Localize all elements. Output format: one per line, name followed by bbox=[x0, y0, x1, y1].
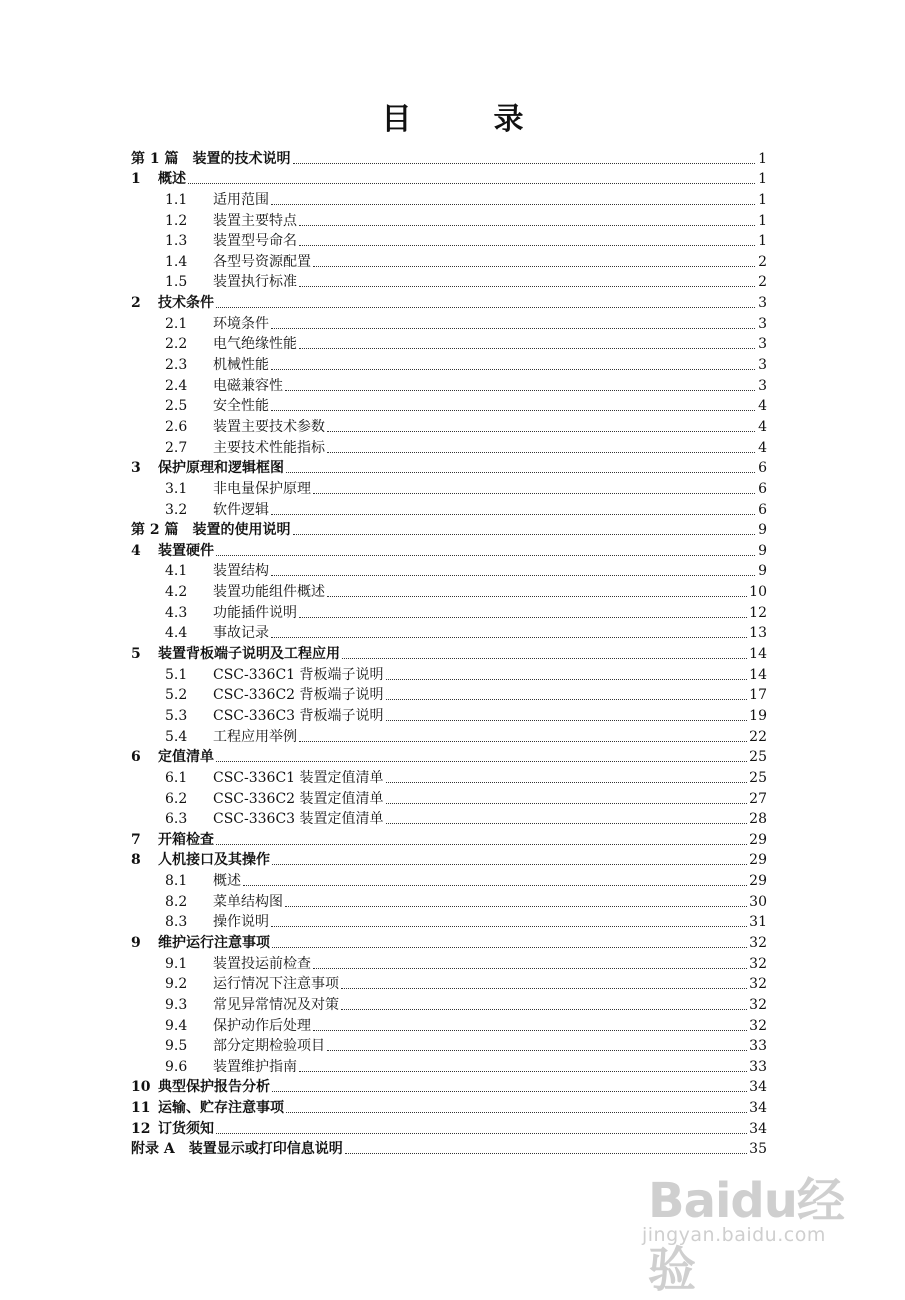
toc-entry-title: 常见异常情况及对策 bbox=[213, 996, 339, 1013]
dot-leader bbox=[299, 348, 755, 349]
toc-entry-page: 9 bbox=[758, 542, 767, 559]
toc-entry-page: 31 bbox=[749, 914, 767, 931]
toc-entry-title: 装置主要特点 bbox=[213, 212, 297, 229]
toc-entry-page: 33 bbox=[749, 1058, 767, 1075]
toc-entry-page: 29 bbox=[749, 852, 767, 869]
toc-entry-title: 技术条件 bbox=[158, 295, 214, 312]
toc-entry[interactable] bbox=[131, 477, 767, 498]
toc-entry-page: 28 bbox=[749, 811, 767, 828]
dot-leader bbox=[341, 988, 747, 989]
toc-entry-page: 34 bbox=[749, 1120, 767, 1137]
dot-leader bbox=[313, 493, 755, 494]
toc-entry-page: 32 bbox=[749, 976, 767, 993]
toc-entry-number: 9 bbox=[131, 934, 141, 951]
toc-entry-title: 开箱检查 bbox=[158, 831, 214, 848]
toc-entry-number: 5.3 bbox=[165, 707, 188, 724]
toc-entry-page: 22 bbox=[749, 728, 767, 745]
toc-entry-page: 1 bbox=[758, 171, 767, 188]
dot-leader bbox=[216, 307, 755, 308]
toc-entry[interactable] bbox=[131, 395, 767, 416]
toc-entry-number: 1.3 bbox=[165, 233, 188, 250]
dot-leader bbox=[216, 1133, 747, 1134]
dot-leader bbox=[327, 596, 747, 597]
toc-entry[interactable] bbox=[131, 1076, 767, 1097]
toc-entry-page: 32 bbox=[749, 996, 767, 1013]
dot-leader bbox=[271, 514, 755, 515]
toc-entry[interactable] bbox=[131, 415, 767, 436]
toc-entry[interactable] bbox=[131, 250, 767, 271]
toc-entry[interactable] bbox=[131, 539, 767, 560]
toc-entry[interactable] bbox=[131, 147, 767, 168]
dot-leader bbox=[216, 555, 755, 556]
toc-entry[interactable] bbox=[131, 787, 767, 808]
toc-entry-number: 5.4 bbox=[165, 728, 188, 745]
dot-leader bbox=[299, 225, 755, 226]
toc-entry-page: 6 bbox=[758, 501, 767, 518]
dot-leader bbox=[386, 679, 748, 680]
toc-entry-page: 30 bbox=[749, 893, 767, 910]
dot-leader bbox=[293, 534, 756, 535]
toc-entry-title: 装置投运前检查 bbox=[213, 955, 311, 972]
toc-entry[interactable] bbox=[131, 973, 767, 994]
toc-entry-title: 典型保护报告分析 bbox=[158, 1079, 270, 1096]
toc-entry-number: 1 bbox=[131, 171, 141, 188]
toc-entry-page: 4 bbox=[758, 439, 767, 456]
dot-leader bbox=[216, 761, 747, 762]
toc-entry-number: 8.2 bbox=[165, 893, 188, 910]
toc-entry-number: 8.1 bbox=[165, 873, 188, 890]
dot-leader bbox=[188, 183, 755, 184]
toc-entry-number: 6 bbox=[131, 749, 141, 766]
toc-entry-title: 订货须知 bbox=[158, 1120, 214, 1137]
toc-entry-number: 3.1 bbox=[165, 480, 188, 497]
toc-entry-title: 装置硬件 bbox=[158, 542, 214, 559]
dot-leader bbox=[313, 1030, 747, 1031]
toc-entry[interactable] bbox=[131, 374, 767, 395]
toc-entry-number: 9.3 bbox=[165, 996, 188, 1013]
dot-leader bbox=[342, 658, 747, 659]
toc-entry-page: 4 bbox=[758, 418, 767, 435]
dot-leader bbox=[386, 823, 748, 824]
toc-entry-number: 附录 A bbox=[131, 1141, 175, 1158]
toc-entry-page: 3 bbox=[758, 357, 767, 374]
toc-entry-page: 32 bbox=[749, 1017, 767, 1034]
toc-entry-title: 装置背板端子说明及工程应用 bbox=[158, 646, 340, 663]
toc-entry-page: 1 bbox=[758, 212, 767, 229]
dot-leader bbox=[271, 328, 755, 329]
toc-entry-title: CSC-336C2 背板端子说明 bbox=[213, 687, 384, 704]
toc-entry[interactable] bbox=[131, 1014, 767, 1035]
toc-entry-page: 34 bbox=[749, 1079, 767, 1096]
dot-leader bbox=[386, 699, 748, 700]
toc-entry-number: 9.4 bbox=[165, 1017, 188, 1034]
baidu-jingyan-watermark bbox=[640, 1152, 880, 1298]
toc-entry-number: 2.5 bbox=[165, 398, 188, 415]
toc-entry-page: 9 bbox=[758, 522, 767, 539]
watermark-url: jingyan.baidu.com bbox=[642, 1224, 826, 1246]
toc-entry-title: 维护运行注意事项 bbox=[158, 934, 270, 951]
dot-leader bbox=[299, 286, 755, 287]
dot-leader bbox=[272, 947, 747, 948]
toc-entry[interactable] bbox=[131, 704, 767, 725]
toc-entry[interactable] bbox=[131, 312, 767, 333]
toc-entry-number: 6.3 bbox=[165, 811, 188, 828]
toc-entry-number: 8 bbox=[131, 852, 141, 869]
toc-entry-page: 1 bbox=[758, 233, 767, 250]
toc-entry-page: 13 bbox=[749, 625, 767, 642]
toc-entry-page: 9 bbox=[758, 563, 767, 580]
toc-entry-number: 4.3 bbox=[165, 604, 188, 621]
toc-entry[interactable] bbox=[131, 1117, 767, 1138]
toc-entry[interactable] bbox=[131, 725, 767, 746]
toc-entry-title: 概述 bbox=[213, 873, 241, 890]
toc-entry-title: 装置的技术说明 bbox=[192, 150, 291, 167]
toc-entry-title: 功能插件说明 bbox=[213, 604, 297, 621]
dot-leader bbox=[271, 926, 747, 927]
dot-leader bbox=[327, 1050, 747, 1051]
toc-entry-title: 部分定期检验项目 bbox=[213, 1038, 325, 1055]
toc-entry-page: 3 bbox=[758, 377, 767, 394]
toc-entry-title: 概述 bbox=[158, 171, 186, 188]
toc-entry-number: 第 1 篇 bbox=[131, 150, 179, 167]
toc-entry-page: 34 bbox=[749, 1100, 767, 1117]
dot-leader bbox=[286, 1112, 747, 1113]
toc-entry-title: 工程应用举例 bbox=[213, 728, 297, 745]
toc-entry-title: 装置执行标准 bbox=[213, 274, 297, 291]
toc-entry-title: 操作说明 bbox=[213, 914, 269, 931]
toc-entry[interactable] bbox=[131, 1035, 767, 1056]
toc-entry[interactable] bbox=[131, 333, 767, 354]
toc-entry-page: 2 bbox=[758, 253, 767, 270]
toc-entry[interactable] bbox=[131, 890, 767, 911]
toc-entry-title: CSC-336C2 装置定值清单 bbox=[213, 790, 384, 807]
toc-entry-title: CSC-336C3 装置定值清单 bbox=[213, 811, 384, 828]
toc-entry-number: 9.6 bbox=[165, 1058, 188, 1075]
toc-entry-title: 电磁兼容性 bbox=[213, 377, 283, 394]
dot-leader bbox=[243, 885, 747, 886]
toc-entry-page: 3 bbox=[758, 336, 767, 353]
toc-entry-page: 14 bbox=[749, 646, 767, 663]
toc-entry-page: 6 bbox=[758, 460, 767, 477]
toc-entry-number: 5.1 bbox=[165, 666, 188, 683]
toc-entry-title: 保护动作后处理 bbox=[213, 1017, 311, 1034]
toc-entry[interactable] bbox=[131, 828, 767, 849]
toc-entry-title: 定值清单 bbox=[158, 749, 214, 766]
toc-entry-title: 事故记录 bbox=[213, 625, 269, 642]
toc-entry-number: 5 bbox=[131, 646, 141, 663]
toc-entry-number: 1.4 bbox=[165, 253, 188, 270]
dot-leader bbox=[271, 204, 755, 205]
dot-leader bbox=[285, 390, 755, 391]
toc-entry[interactable] bbox=[131, 271, 767, 292]
toc-entry[interactable] bbox=[131, 622, 767, 643]
toc-entry-number: 4.1 bbox=[165, 563, 188, 580]
toc-entry[interactable] bbox=[131, 1096, 767, 1117]
toc-entry-number: 3.2 bbox=[165, 501, 188, 518]
toc-entry-number: 第 2 篇 bbox=[131, 522, 179, 539]
toc-entry-title: 装置结构 bbox=[213, 563, 269, 580]
toc-entry-number: 9.5 bbox=[165, 1038, 188, 1055]
toc-entry-number: 2.4 bbox=[165, 377, 188, 394]
toc-entry-title: 机械性能 bbox=[213, 357, 269, 374]
dot-leader bbox=[271, 637, 747, 638]
toc-entry-page: 2 bbox=[758, 274, 767, 291]
toc-entry[interactable] bbox=[131, 580, 767, 601]
toc-entry-page: 25 bbox=[749, 769, 767, 786]
toc-entry[interactable] bbox=[131, 436, 767, 457]
toc-entry-page: 27 bbox=[749, 790, 767, 807]
toc-entry[interactable] bbox=[131, 209, 767, 230]
toc-entry-number: 2 bbox=[131, 295, 141, 312]
toc-entry-page: 14 bbox=[749, 666, 767, 683]
toc-entry[interactable] bbox=[131, 498, 767, 519]
toc-entry-title: 装置的使用说明 bbox=[192, 522, 291, 539]
toc-entry[interactable] bbox=[131, 766, 767, 787]
dot-leader bbox=[299, 741, 747, 742]
toc-entry-number: 3 bbox=[131, 460, 141, 477]
dot-leader bbox=[293, 163, 756, 164]
toc-entry-title: 非电量保护原理 bbox=[213, 480, 311, 497]
toc-entry-title: 适用范围 bbox=[213, 191, 269, 208]
toc-entry-page: 3 bbox=[758, 315, 767, 332]
toc-entry-page: 12 bbox=[749, 604, 767, 621]
toc-entry[interactable] bbox=[131, 642, 767, 663]
dot-leader bbox=[271, 369, 755, 370]
toc-entry-page: 25 bbox=[749, 749, 767, 766]
toc-entry-title: 电气绝缘性能 bbox=[213, 336, 297, 353]
toc-entry-title: CSC-336C1 背板端子说明 bbox=[213, 666, 384, 683]
toc-entry-number: 4 bbox=[131, 542, 141, 559]
dot-leader bbox=[286, 472, 755, 473]
toc-entry-title: 环境条件 bbox=[213, 315, 269, 332]
toc-entry[interactable] bbox=[131, 1055, 767, 1076]
toc-entry-page: 19 bbox=[749, 707, 767, 724]
toc-entry[interactable] bbox=[131, 601, 767, 622]
dot-leader bbox=[271, 575, 755, 576]
toc-entry-title: 运行情况下注意事项 bbox=[213, 976, 339, 993]
dot-leader bbox=[313, 968, 747, 969]
toc-entry[interactable] bbox=[131, 952, 767, 973]
toc-entry-title: 安全性能 bbox=[213, 398, 269, 415]
toc-entry-title: 保护原理和逻辑框图 bbox=[158, 460, 284, 477]
toc-entry[interactable] bbox=[131, 291, 767, 312]
toc-entry-page: 32 bbox=[749, 955, 767, 972]
toc-entry-page: 35 bbox=[749, 1141, 767, 1158]
dot-leader bbox=[386, 803, 748, 804]
toc-entry[interactable] bbox=[131, 457, 767, 478]
toc-entry-title: 装置型号命名 bbox=[213, 233, 297, 250]
toc-entry-page: 1 bbox=[758, 191, 767, 208]
toc-entry[interactable] bbox=[131, 188, 767, 209]
toc-entry-page: 17 bbox=[749, 687, 767, 704]
toc-entry-number: 2.6 bbox=[165, 418, 188, 435]
toc-entry-page: 3 bbox=[758, 295, 767, 312]
toc-entry-number: 8.3 bbox=[165, 914, 188, 931]
dot-leader bbox=[272, 864, 747, 865]
toc-entry[interactable] bbox=[131, 993, 767, 1014]
toc-entry[interactable] bbox=[131, 849, 767, 870]
toc-entry-number: 9.2 bbox=[165, 976, 188, 993]
toc-entry[interactable] bbox=[131, 911, 767, 932]
dot-leader bbox=[272, 1091, 747, 1092]
toc-entry-number: 4.4 bbox=[165, 625, 188, 642]
table-of-contents bbox=[131, 147, 767, 1158]
toc-entry[interactable] bbox=[131, 808, 767, 829]
dot-leader bbox=[299, 245, 755, 246]
toc-entry-title: 装置功能组件概述 bbox=[213, 584, 325, 601]
toc-entry-page: 32 bbox=[749, 934, 767, 951]
toc-entry-number: 6.2 bbox=[165, 790, 188, 807]
toc-entry[interactable] bbox=[131, 684, 767, 705]
toc-entry-number: 12 bbox=[131, 1120, 151, 1137]
dot-leader bbox=[299, 617, 747, 618]
toc-entry[interactable] bbox=[131, 746, 767, 767]
toc-entry-number: 6.1 bbox=[165, 769, 188, 786]
toc-entry[interactable] bbox=[131, 931, 767, 952]
toc-entry-title: 菜单结构图 bbox=[213, 893, 283, 910]
toc-entry-title: 主要技术性能指标 bbox=[213, 439, 325, 456]
toc-entry-number: 5.2 bbox=[165, 687, 188, 704]
toc-entry-title: CSC-336C3 背板端子说明 bbox=[213, 707, 384, 724]
toc-entry-number: 9.1 bbox=[165, 955, 188, 972]
toc-entry-page: 1 bbox=[758, 150, 767, 167]
toc-entry-title: 装置主要技术参数 bbox=[213, 418, 325, 435]
dot-leader bbox=[341, 1009, 747, 1010]
toc-entry-page: 10 bbox=[749, 584, 767, 601]
toc-entry-page: 33 bbox=[749, 1038, 767, 1055]
toc-entry[interactable] bbox=[131, 353, 767, 374]
toc-entry-title: 装置维护指南 bbox=[213, 1058, 297, 1075]
toc-entry-number: 1.2 bbox=[165, 212, 188, 229]
toc-entry-page: 6 bbox=[758, 480, 767, 497]
toc-entry-page: 29 bbox=[749, 831, 767, 848]
toc-entry-page: 4 bbox=[758, 398, 767, 415]
dot-leader bbox=[327, 452, 755, 453]
toc-entry-title: 各型号资源配置 bbox=[213, 253, 311, 270]
dot-leader bbox=[285, 906, 747, 907]
toc-entry-number: 7 bbox=[131, 831, 141, 848]
dot-leader bbox=[216, 844, 747, 845]
toc-entry[interactable] bbox=[131, 663, 767, 684]
toc-entry-number: 1.5 bbox=[165, 274, 188, 291]
toc-entry-title: 软件逻辑 bbox=[213, 501, 269, 518]
dot-leader bbox=[386, 720, 748, 721]
toc-entry-number: 2.1 bbox=[165, 315, 188, 332]
toc-entry-title: 装置显示或打印信息说明 bbox=[188, 1141, 343, 1158]
toc-entry[interactable] bbox=[131, 560, 767, 581]
toc-entry-title: 运输、贮存注意事项 bbox=[158, 1100, 284, 1117]
dot-leader bbox=[386, 782, 748, 783]
toc-entry-number: 2.2 bbox=[165, 336, 188, 353]
toc-entry-number: 10 bbox=[131, 1079, 151, 1096]
toc-entry[interactable] bbox=[131, 230, 767, 251]
dot-leader bbox=[299, 1071, 747, 1072]
toc-entry-number: 1.1 bbox=[165, 191, 188, 208]
dot-leader bbox=[313, 266, 755, 267]
toc-entry-title: 人机接口及其操作 bbox=[158, 852, 270, 869]
watermark-brand: Baidu经验 bbox=[648, 1173, 844, 1298]
toc-entry-page: 29 bbox=[749, 873, 767, 890]
dot-leader bbox=[271, 410, 755, 411]
toc-entry[interactable] bbox=[131, 869, 767, 890]
page-title: 目 录 bbox=[381, 102, 550, 137]
toc-entry-number: 2.3 bbox=[165, 357, 188, 374]
toc-entry-number: 4.2 bbox=[165, 584, 188, 601]
toc-entry-number: 11 bbox=[131, 1100, 151, 1117]
toc-entry[interactable] bbox=[131, 168, 767, 189]
toc-entry-title: CSC-336C1 装置定值清单 bbox=[213, 769, 384, 786]
dot-leader bbox=[327, 431, 755, 432]
toc-entry-number: 2.7 bbox=[165, 439, 188, 456]
toc-entry[interactable] bbox=[131, 519, 767, 540]
